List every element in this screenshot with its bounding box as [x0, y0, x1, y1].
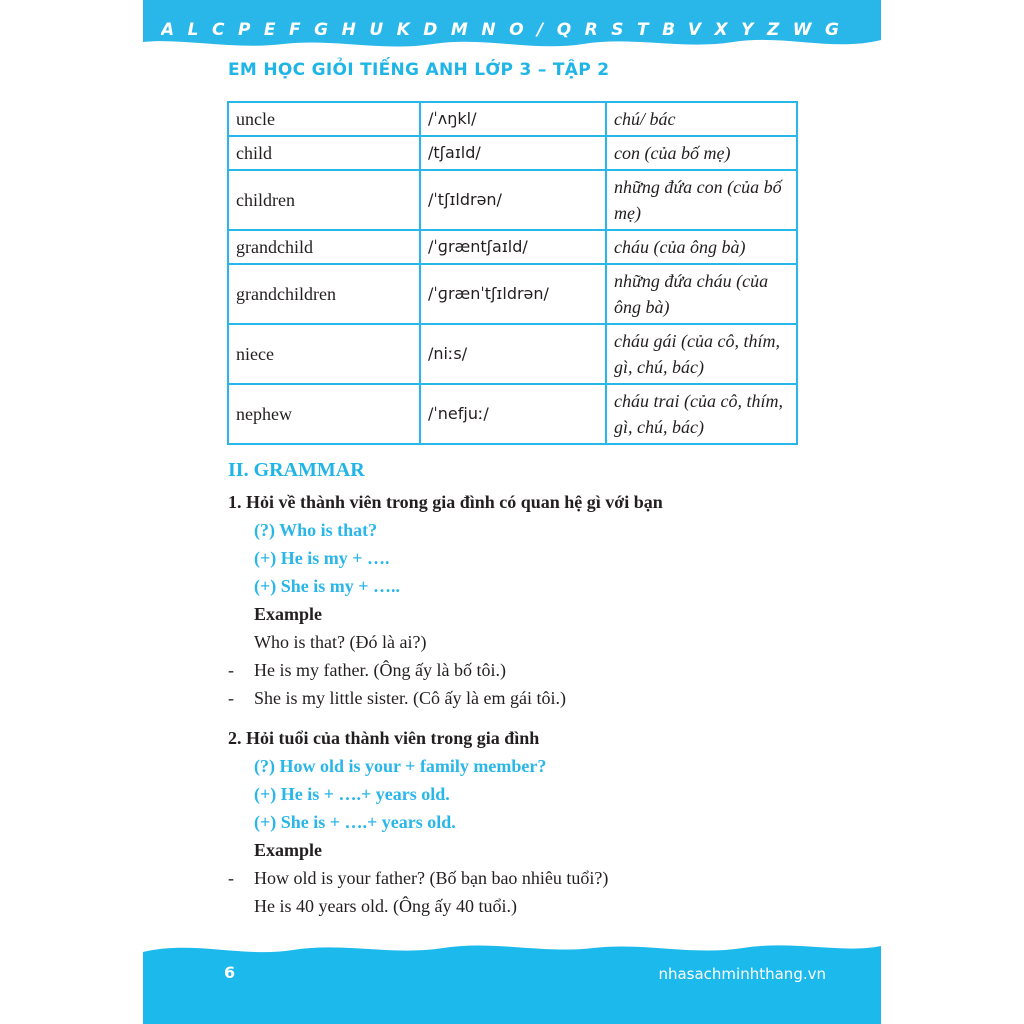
vocab-word: nephew — [228, 384, 420, 444]
vocab-ipa: /ˈʌŋkl/ — [420, 102, 606, 136]
structure-line: (?) How old is your + family member? — [254, 756, 547, 776]
vocabulary-table — [227, 101, 798, 445]
vocabulary-row — [228, 230, 797, 264]
vocab-word: niece — [228, 324, 420, 384]
vocabulary-row — [228, 384, 797, 444]
vocab-word: grandchild — [228, 230, 420, 264]
vocab-meaning: những đứa cháu (của ông bà) — [606, 264, 797, 324]
website-label: nhasachminhthang.vn — [658, 965, 826, 983]
book-page — [143, 0, 881, 1024]
vocab-meaning: cháu trai (của cô, thím, gì, chú, bác) — [606, 384, 797, 444]
vocab-ipa: /ˈnefjuː/ — [420, 384, 606, 444]
structure-line: (?) Who is that? — [254, 520, 378, 540]
example-answer: He is 40 years old. (Ông ấy 40 tuổi.) — [254, 896, 517, 916]
vocab-ipa: /ˈtʃɪldrən/ — [420, 170, 606, 230]
grammar-heading: II. GRAMMAR — [228, 459, 365, 481]
vocab-ipa: /tʃaɪld/ — [420, 136, 606, 170]
vocab-meaning: chú/ bác — [606, 102, 797, 136]
vocab-ipa: /ˈɡrænˈtʃɪldrən/ — [420, 264, 606, 324]
vocab-word: child — [228, 136, 420, 170]
example-label: Example — [254, 604, 323, 624]
vocab-ipa: /ˈɡræntʃaɪld/ — [420, 230, 606, 264]
book-title: EM HỌC GIỎI TIẾNG ANH LỚP 3 – TẬP 2 — [228, 60, 610, 80]
vocabulary-row — [228, 102, 797, 136]
structure-line: (+) She is my + ….. — [254, 576, 401, 596]
vocab-meaning: cháu gái (của cô, thím, gì, chú, bác) — [606, 324, 797, 384]
vocab-ipa: /niːs/ — [420, 324, 606, 384]
vocabulary-row — [228, 170, 797, 230]
example-answer: She is my little sister. (Cô ấy là em gái tôi.) — [254, 688, 566, 708]
example-question: How old is your father? (Bố bạn bao nhiêu tuổi?) — [254, 868, 609, 888]
example-label: Example — [254, 840, 323, 860]
decorative-alphabet: ALCPEFGHUKDMNO/QRSTBVXYZWG — [161, 20, 853, 40]
vocab-meaning: cháu (của ông bà) — [606, 230, 797, 264]
grammar-part1-title: 1. Hỏi về thành viên trong gia đình có quan hệ gì với bạn — [228, 492, 663, 512]
example-answer: He is my father. (Ông ấy là bố tôi.) — [254, 660, 506, 680]
vocab-meaning: những đứa con (của bố mẹ) — [606, 170, 797, 230]
grammar-part2-title: 2. Hỏi tuổi của thành viên trong gia đình — [228, 728, 540, 748]
vocab-word: uncle — [228, 102, 420, 136]
vocabulary-row — [228, 264, 797, 324]
vocab-meaning: con (của bố mẹ) — [606, 136, 797, 170]
page-number: 6 — [224, 963, 236, 982]
vocabulary-row — [228, 324, 797, 384]
bullet-dash: - — [228, 660, 234, 680]
structure-line: (+) He is my + …. — [254, 548, 390, 568]
vocabulary-row — [228, 136, 797, 170]
vocab-word: grandchildren — [228, 264, 420, 324]
vocab-word: children — [228, 170, 420, 230]
structure-line: (+) He is + ….+ years old. — [254, 784, 450, 804]
structure-line: (+) She is + ….+ years old. — [254, 812, 456, 832]
bullet-dash: - — [228, 868, 234, 888]
bullet-dash: - — [228, 688, 234, 708]
example-question: Who is that? (Đó là ai?) — [254, 632, 427, 652]
